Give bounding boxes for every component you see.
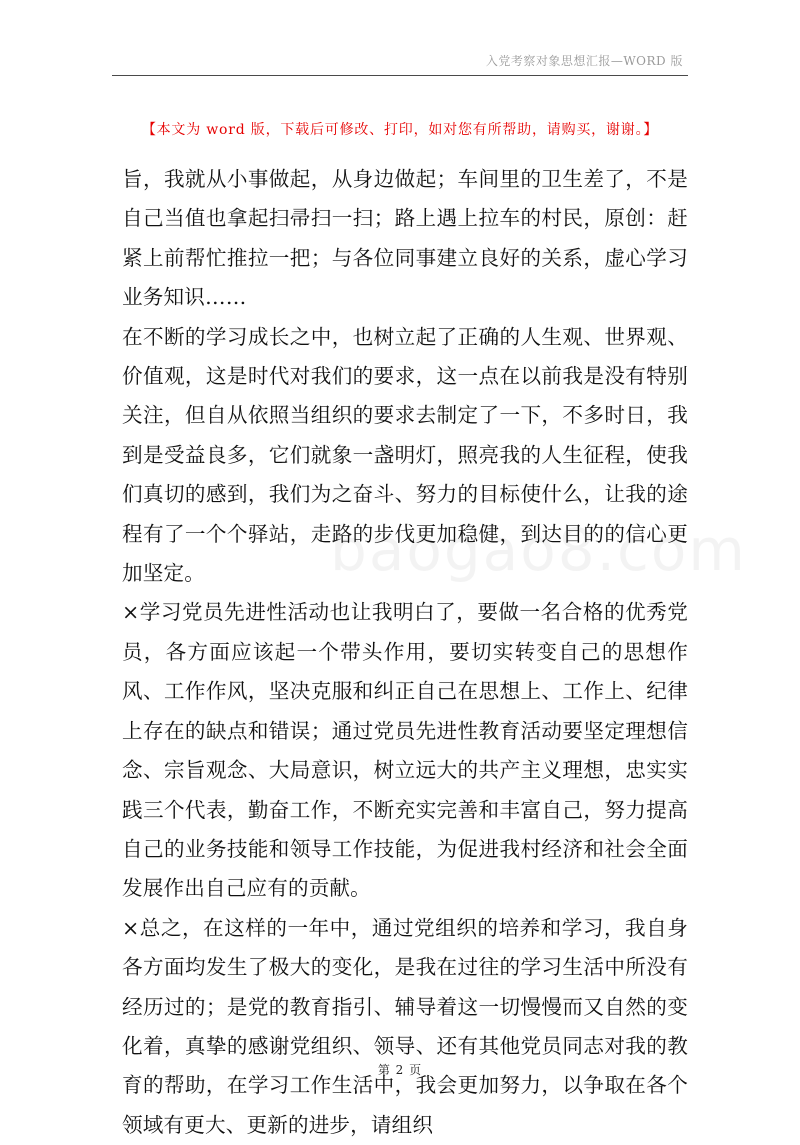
paragraph-text: 在不断的学习成长之中，也树立起了正确的人生观、世界观、价值观，这是时代对我们的要求，这一点在以前我是没有特别关注，但自从依照当组织的要求去制定了一下，不多时日，我到是受益良多，它们就象一盏明灯，照亮我的人生征程，使我们真切的感到，我们为之奋斗、努力的目标使什么，让我的途程有了一个个驿站，走路的步伐更加稳健，到达目的的信心更加坚定。	[122, 324, 688, 586]
paragraph-text: 旨，我就从小事做起，从身边做起；车间里的卫生差了，不是自己当值也拿起扫帚扫一扫；路上遇上拉车的村民，原创：赶紧上前帮忙推拉一把；与各位同事建立良好的关系，虚心学习业务知识……	[122, 167, 688, 310]
paragraph-text: 学习党员先进性活动也让我明白了，要做一名合格的优秀党员，各方面应该起一个带头作用，要切实转变自己的思想作风、工作作风，坚决克服和纠正自己在思想上、工作上、纪律上存在的缺点和错误；通过党员先进性教育活动要坚定理想信念、宗旨观念、大局意识，树立远大的共产主义理想，忠实实践三个代表，勤奋工作，不断充实完善和丰富自己，努力提高自己的业务技能和领导工作技能，为促进我村经济和社会全面发展作出自己应有的贡献。	[122, 600, 688, 901]
header-divider	[112, 75, 688, 76]
download-notice: 【本文为 word 版，下载后可修改、打印，如对您有所帮助，请购买，谢谢。】	[141, 122, 659, 138]
page-number: 第 2 页	[377, 1063, 423, 1077]
paragraph	[122, 160, 688, 318]
paragraph	[122, 318, 688, 594]
running-header: 入党考察对象思想汇报—WORD 版	[485, 54, 683, 68]
document-body	[122, 160, 688, 1145]
paragraph	[122, 593, 688, 908]
paragraph	[122, 909, 688, 1145]
paragraph-marker: ×	[122, 915, 140, 940]
paragraph-text: 总之，在这样的一年中，通过党组织的培养和学习，我自身各方面均发生了极大的变化，是我在过往的学习生活中所没有经历过的；是党的教育指引、辅导着这一切慢慢而又自然的变化着，真挚的感谢党组织、领导、还有其他党员同志对我的教育的帮助，在学习工作生活中，我会更加努力，以争取在各个领域有更大、更新的进步，请组织	[122, 915, 688, 1137]
paragraph-marker: ×	[122, 600, 140, 625]
